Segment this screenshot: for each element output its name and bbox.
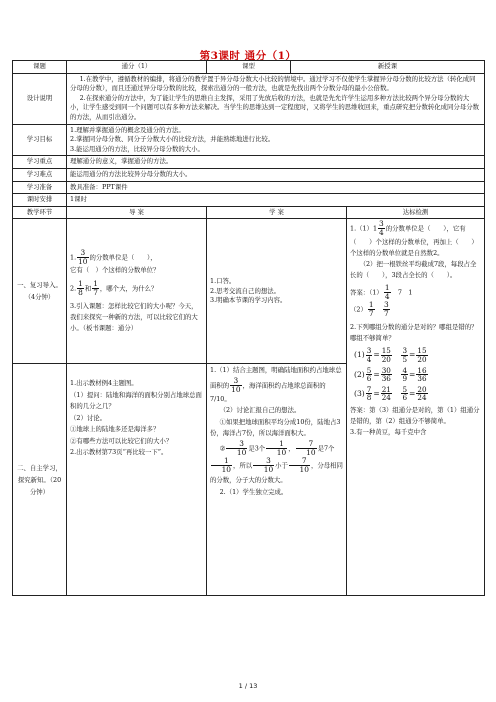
key-label: 学习重点 bbox=[13, 156, 67, 169]
guide-q1-num: 1. bbox=[70, 253, 77, 262]
guide-q1 bbox=[70, 249, 203, 266]
stage1-row bbox=[13, 219, 485, 364]
s4a: ② bbox=[219, 444, 226, 453]
prep-text: 教具准备：PPT课件 bbox=[67, 181, 485, 194]
schedule-row bbox=[13, 194, 485, 207]
fraction: $\frac{3}{10}$ bbox=[226, 440, 247, 457]
check-q1-part2: （2）把一根铁丝平均截成7段，每段占全长的（ ），3段占全长的（ ）。 bbox=[350, 260, 477, 280]
check-answer-1 bbox=[350, 284, 481, 301]
goal-item: 1.理解并掌握通分的概念及通分的方法。 bbox=[70, 125, 185, 134]
difficulty-row bbox=[13, 168, 485, 181]
lesson-plan-table bbox=[12, 60, 485, 596]
col-study: 学 案 bbox=[207, 206, 347, 219]
check-eq-2: (2) $\frac{5}{6}$ = $\frac{30}{36}$ $\frac{4}{9}$ = $\frac{16}{36}$ bbox=[354, 365, 427, 384]
fraction: $\frac{3}{10}$ bbox=[231, 375, 241, 394]
guide2-1: 1.出示教材例4主题图。 bbox=[70, 379, 138, 388]
guide2-2: （1）提问：陆地和海洋的面积分别占地球总面积的几分之几？ bbox=[70, 390, 202, 411]
fraction: $\frac{3}{10}$ bbox=[78, 248, 88, 267]
study-2: 2.思考交流自己的想法。 bbox=[210, 286, 281, 295]
header-type-value: 新授课 bbox=[291, 61, 485, 74]
s4f: 小于 bbox=[275, 461, 288, 470]
study2-1-text-b: ，海洋面积约占地球总面积的7/10。 bbox=[210, 381, 326, 403]
check-q1-num: 1.（1） bbox=[350, 224, 373, 233]
design-label: 设计说明 bbox=[13, 73, 67, 124]
check-answer-2 bbox=[350, 301, 481, 318]
check-q3: 3.有一种黄豆，每千克中含 bbox=[350, 427, 427, 436]
fraction: $\frac{7}{10}$ bbox=[289, 457, 310, 474]
s4e: ，所以 bbox=[233, 461, 253, 470]
prep-row bbox=[13, 181, 485, 194]
s4c: ， bbox=[288, 444, 295, 453]
check-eq-1: (1) $\frac{3}{4}$ = $\frac{15}{20}$ $\frac{3}{5}$ = $\frac{15}{20}$ bbox=[354, 346, 427, 364]
study2-3: ①如果把地球面积平均分成10份，陆地占3份，海洋占7份，所以海洋面积大。 bbox=[210, 417, 341, 438]
stage2-label: 二、自主学习，探究新知。（20分钟） bbox=[13, 364, 67, 596]
guide2-4: ①地球上的陆地多还是海洋多？ bbox=[70, 425, 160, 434]
header-key-topic: 课题 bbox=[13, 61, 67, 74]
fraction: $\frac{3}{7}$ bbox=[383, 300, 389, 319]
design-row bbox=[13, 73, 485, 124]
fraction: $\frac{3}{5}$ bbox=[402, 346, 408, 364]
fraction: $\frac{1}{7}$ bbox=[93, 278, 98, 297]
difficulty-text: 能运用通分的方法比较异分母分数的大小。 bbox=[67, 168, 485, 181]
guide-q2-num: 2. bbox=[70, 284, 77, 293]
fraction: $\frac{5}{6}$ bbox=[366, 365, 372, 384]
check-answer-3: 答案：第（3）组通分是对的，第（1）组通分是错的，第（2）组通分不够简单。 bbox=[350, 405, 480, 425]
check-answer-values: 7 1 bbox=[397, 288, 413, 297]
stage1-label: 一、复习导入。（4分钟） bbox=[13, 219, 67, 364]
fraction: $\frac{20}{24}$ bbox=[417, 384, 427, 403]
study2-4 bbox=[210, 440, 343, 487]
check-q1: 1.（1）1 $\frac{3}{4}$ 的分数单位是（ ），它有（ ）个这样的分数单位，再加上（ ）个这样的分数单位就是自然数2。 bbox=[350, 219, 478, 258]
col-check: 达标检测 bbox=[347, 206, 485, 219]
stage2-study bbox=[207, 364, 347, 596]
guide-q2-text: ，哪个大，为什么？ bbox=[99, 284, 158, 293]
check-q2: 2.下列哪组分数的通分是对的？哪组是错的？哪组不够简单？ bbox=[350, 323, 478, 343]
study2-1 bbox=[210, 365, 343, 405]
guide-q2 bbox=[70, 280, 203, 297]
goal-item: 2.掌握同分母分数、同分子分数大小的比较方法，并能熟练地进行比较。 bbox=[70, 135, 275, 144]
s4b: 是3个 bbox=[248, 444, 266, 453]
guide2-6: 2.出示教材第73页“再比较一下”。 bbox=[70, 448, 168, 457]
study-3: 3.明确本节课的学习内容。 bbox=[210, 296, 287, 305]
s4d: 是7个 bbox=[317, 444, 335, 453]
schedule-label: 课时安排 bbox=[13, 194, 67, 207]
fraction: $\frac{30}{36}$ bbox=[381, 365, 391, 384]
fraction: $\frac{7}{8}$ bbox=[366, 384, 372, 403]
fraction: $\frac{15}{20}$ bbox=[381, 346, 391, 364]
design-paragraph-2: 2.在探索通分的方法中，为了能让学生的思维自主发挥，采用了先放后收的方法，也就是先允许学生运用多种方法比较两个异分母分数的大小，让学生感受到同一个问题可以有多种方法来解决。当学生的思维达到一定程度时，又将学生的思维收回来，重点研究把分数转化成同分母分数的方法，从而引出通分。 bbox=[70, 93, 479, 121]
check-q1-text: 的分数单位是（ ），它有（ ）个这样的分数单位，再加上（ ）个这样的分数单位就是自然数2。 bbox=[350, 224, 478, 258]
goals-content bbox=[67, 124, 485, 156]
study2-2: （2）讨论汇报自己的想法。 bbox=[219, 406, 301, 415]
guide2-5: ②有哪些方法可以比较它们的大小？ bbox=[70, 436, 173, 445]
fraction: $\frac{3}{4}$ bbox=[366, 346, 372, 364]
fraction: $\frac{16}{36}$ bbox=[417, 365, 427, 384]
fraction: $\frac{5}{6}$ bbox=[402, 384, 408, 403]
check-column bbox=[347, 219, 485, 596]
check-answer-label: 答案：（1） bbox=[350, 288, 383, 297]
page-title: 第3课时 通分（1） bbox=[199, 50, 297, 62]
fraction: $\frac{1}{8}$ bbox=[78, 278, 83, 297]
prep-label: 学习准备 bbox=[13, 181, 67, 194]
header-row bbox=[13, 61, 485, 74]
columns-header-row bbox=[13, 206, 485, 219]
guide-q1-cont: 它有（ ）个这样的分数单位？ bbox=[70, 266, 160, 275]
check-answer-2-label: （2） bbox=[350, 305, 367, 314]
goal-item: 3.能运用通分的方法，比较异分母分数的大小。 bbox=[70, 144, 204, 153]
header-key-type: 课型 bbox=[207, 61, 291, 74]
guide-q1-text: 的分数单位是（ ）， bbox=[89, 253, 157, 262]
key-row bbox=[13, 156, 485, 169]
stage1-study bbox=[207, 219, 347, 364]
goals-row bbox=[13, 124, 485, 156]
study2-5: 2.（1）学生独立完成。 bbox=[219, 487, 288, 496]
study-1: 1.口答。 bbox=[210, 276, 236, 285]
check-eq-3: (3) $\frac{7}{8}$ = $\frac{21}{24}$ $\frac{5}{6}$ = $\frac{20}{24}$ bbox=[354, 384, 427, 403]
fraction: $\frac{21}{24}$ bbox=[381, 384, 391, 403]
design-content bbox=[67, 73, 485, 124]
difficulty-label: 学习难点 bbox=[13, 168, 67, 181]
schedule-text: 1课时 bbox=[67, 194, 485, 207]
fraction: $\frac{3}{4}$ bbox=[379, 219, 384, 238]
fraction: $\frac{3}{10}$ bbox=[253, 457, 274, 474]
fraction: $\frac{7}{10}$ bbox=[296, 440, 317, 457]
study2-1-text: 1.（1）结合主题图，明确陆地面积约占地球总面积的 bbox=[210, 366, 342, 390]
fraction: $\frac{1}{7}$ bbox=[368, 300, 374, 319]
guide-q2-and: 和 bbox=[84, 284, 92, 293]
header-topic-value: 通分（1） bbox=[67, 61, 207, 74]
page-number: 1 / 13 bbox=[238, 682, 258, 690]
fraction: $\frac{15}{20}$ bbox=[417, 346, 427, 364]
guide-q3: 3.引入课题：怎样比较它们的大小呢？今天，我们来探究一种新的方法，可以比较它们的大小。（板书课题：通分） bbox=[70, 301, 198, 332]
stage1-guide bbox=[67, 219, 207, 364]
stage2-guide bbox=[67, 364, 207, 596]
fraction: $\frac{1}{10}$ bbox=[211, 457, 232, 474]
fraction: $\frac{1}{4}$ bbox=[384, 283, 390, 302]
fraction: $\frac{4}{9}$ bbox=[402, 365, 408, 384]
goals-label: 学习目标 bbox=[13, 124, 67, 156]
guide2-3: （2）讨论。 bbox=[70, 413, 107, 422]
col-stage: 教学环节 bbox=[13, 206, 67, 219]
key-text: 理解通分的意义，掌握通分的方法。 bbox=[67, 156, 485, 169]
design-paragraph-1: 1.在教学中，遵循教材的编排，将通分的教学置于异分母分数大小比较的情境中。通过学习不仅使学生掌握异分母分数的比较方法（转化成同分母的分数），而且还通过异分母分数的比较，探索出通分的一般方法，也就是先找出两个分数分母的最小公倍数。 bbox=[70, 74, 476, 93]
col-guide: 导 案 bbox=[67, 206, 207, 219]
s4g: ，分母相同的分数，分子大的分数大。 bbox=[210, 461, 343, 484]
fraction: $\frac{1}{10}$ bbox=[266, 440, 287, 457]
